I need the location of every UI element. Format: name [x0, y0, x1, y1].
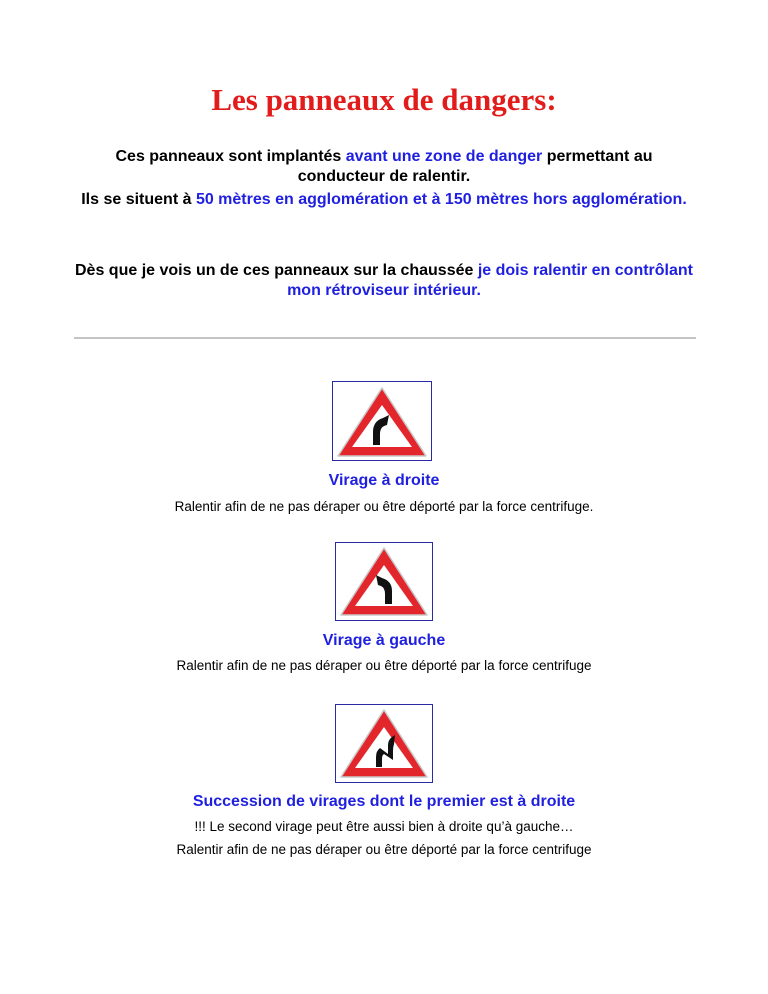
- page-title: Les panneaux de dangers:: [211, 82, 557, 117]
- intro-highlight: 50 mètres en agglomération et à 150 mètres hors agglomération.: [195, 191, 687, 208]
- sign-title: Virage à gauche: [322, 632, 446, 649]
- curve-left-icon: [335, 542, 433, 621]
- sign-title: Virage à droite: [328, 472, 440, 489]
- intro-text: permettant au conducteur de ralentir.: [297, 148, 653, 185]
- sign-description: Ralentir afin de ne pas déraper ou être déporté par la force centrifuge: [176, 842, 592, 857]
- intro-highlight: avant une zone de danger: [345, 148, 543, 165]
- intro-paragraph-2: [70, 190, 698, 210]
- sign-description: Ralentir afin de ne pas déraper ou être déporté par la force centrifuge.: [174, 499, 594, 514]
- double-bend-icon: [335, 704, 433, 783]
- divider: [74, 337, 696, 339]
- intro-paragraph-3: [70, 261, 698, 301]
- intro-text: Ils se situent à: [81, 191, 196, 208]
- intro-highlight: je dois ralentir en contrôlant mon rétroviseur intérieur.: [287, 262, 693, 299]
- double-bend-sign: [335, 704, 433, 783]
- curve-right-icon: [332, 381, 432, 461]
- sign-title: Succession de virages dont le premier est à droite: [192, 793, 576, 810]
- sign-note: !!! Le second virage peut être aussi bien à droite qu’à gauche…: [194, 819, 574, 834]
- sign-description: Ralentir afin de ne pas déraper ou être déporté par la force centrifuge: [176, 658, 592, 673]
- curve-right-sign: [332, 381, 432, 461]
- curve-left-sign: [335, 542, 433, 621]
- intro-paragraph-1: [70, 147, 698, 187]
- intro-text: Ces panneaux sont implantés: [115, 148, 346, 165]
- intro-text: Dès que je vois un de ces panneaux sur la chaussée: [75, 262, 478, 279]
